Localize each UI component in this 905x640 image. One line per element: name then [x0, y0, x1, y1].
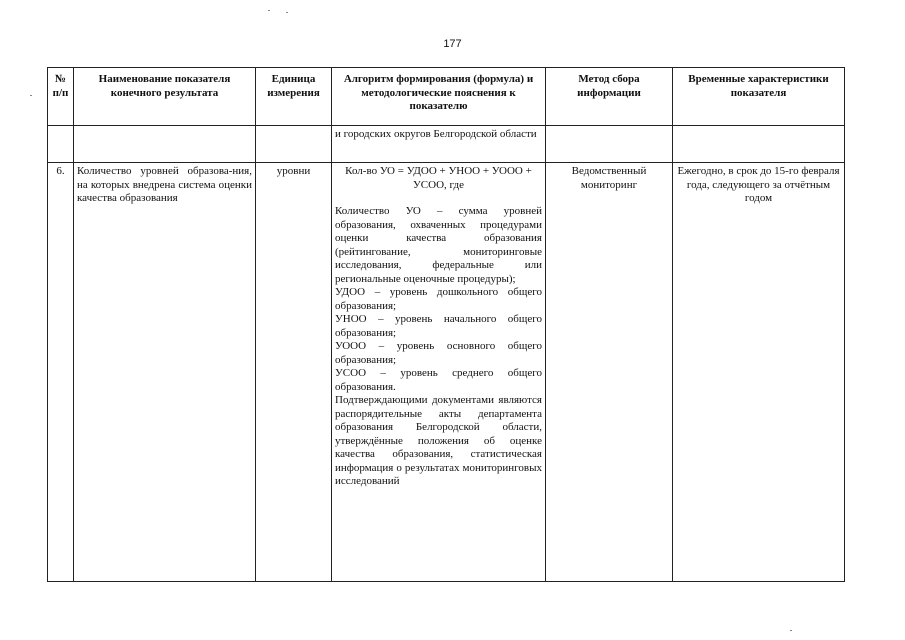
table-header-row [48, 68, 845, 126]
cont-num-cell [48, 126, 74, 163]
scan-speck [268, 10, 270, 11]
definition-udoo: УДОО – уровень дошкольного общего образования; [335, 286, 542, 312]
row-num: 6. [48, 163, 74, 582]
page-number: 177 [443, 38, 462, 50]
header-time: Временные характеристики показателя [673, 68, 845, 126]
table-row-continuation [48, 126, 845, 163]
header-unit: Единица измерения [256, 68, 332, 126]
header-num: № п/п [48, 68, 74, 126]
definition-usoo: УСОО – уровень среднего общего образования. [335, 367, 542, 393]
definition-total: Количество УО – сумма уровней образования, охваченных процедурами оценки качества образования (рейтингование, мониторинговые исследования, федеральные или региональные оценочные процедуры); [335, 205, 542, 285]
row-time: Ежегодно, в срок до 15-го февраля года, следующего за отчётным годом [673, 163, 845, 582]
cont-algorithm-cell: и городских округов Белгородской области [332, 126, 546, 163]
supporting-documents: Подтверждающими документами являются распорядительные акты департамента образования Белгородской области, утверждённые положения об оценке качества образования, статистическая информация о результатах мониторинговых исследований [335, 394, 542, 487]
cont-time-cell [673, 126, 845, 163]
definition-uooo: УООО – уровень основного общего образования; [335, 340, 542, 366]
header-method: Метод сбора информации [546, 68, 673, 126]
cont-unit-cell [256, 126, 332, 163]
formula-text: Кол-во УО = УДОО + УНОО + УООО + УСОО, где [345, 165, 532, 191]
indicator-table [47, 67, 845, 582]
header-name: Наименование показателя конечного результата [74, 68, 256, 126]
scan-speck [286, 12, 288, 13]
header-algorithm: Алгоритм формирования (формула) и методологические пояснения к показателю [332, 68, 546, 126]
row-unit: уровни [256, 163, 332, 582]
definition-unoo: УНОО – уровень начального общего образования; [335, 313, 542, 339]
table-row [48, 163, 845, 582]
row-name: Количество уровней образова-ния, на которых внедрена система оценки качества образования [74, 163, 256, 582]
row-algorithm [332, 163, 546, 582]
scan-speck [30, 95, 32, 96]
cont-method-cell [546, 126, 673, 163]
row-method: Ведомственный мониторинг [546, 163, 673, 582]
scan-speck [790, 630, 792, 631]
cont-name-cell [74, 126, 256, 163]
